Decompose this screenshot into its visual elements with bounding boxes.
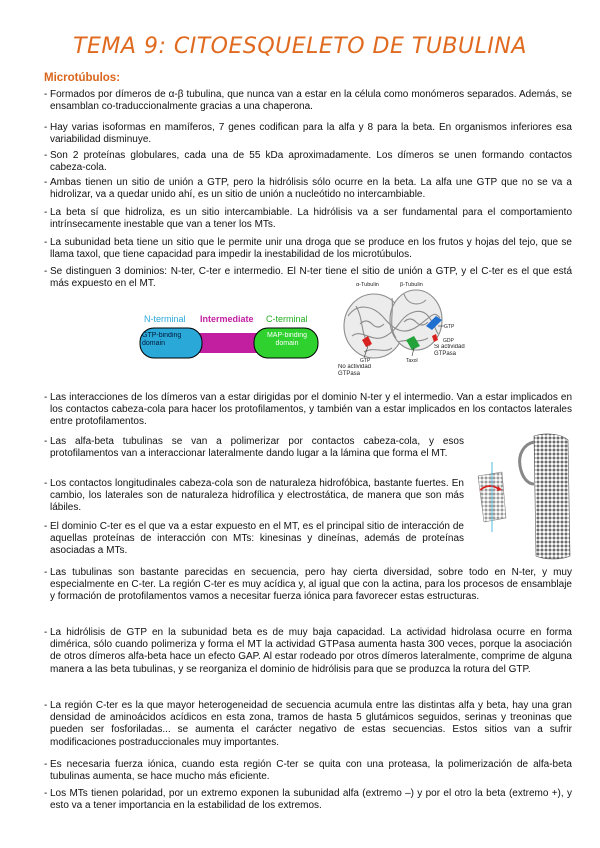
bullet-text: Hay varias isoformas en mamíferos, 7 genes codifican para la alfa y 8 para la beta. En organismos inferiores esa variabilidad disminuye.: [50, 122, 572, 146]
no-activity-text: [338, 364, 382, 384]
alpha-tubulin-label: α-Tubulin: [356, 282, 379, 288]
bullet-marker: -: [44, 266, 48, 277]
c-terminal-label: C-terminal: [266, 314, 308, 324]
bullet-item: [44, 237, 572, 261]
bullet-text: La beta sí que hidroliza, es un sitio intercambiable. La hidrólisis va a ser fundamental para el comportamiento intrínsecamente inestable que van a tener los MTs.: [50, 207, 572, 231]
domain-diagram: [136, 306, 326, 368]
bullet-marker: -: [44, 627, 48, 638]
bullet-item: [44, 89, 572, 113]
gtp-label-right: GTP: [444, 324, 455, 330]
bullet-item: [44, 266, 572, 290]
bullet-marker: -: [44, 436, 48, 447]
bullet-item: [44, 392, 572, 429]
bullet-marker: -: [44, 237, 48, 248]
bullet-item: [44, 150, 572, 174]
intermediate-label: Intermediate: [200, 314, 254, 324]
c-terminal-box-label: MAP-binding domain: [266, 332, 308, 347]
bullet-text: Las alfa-beta tubulinas se van a polimerizar por contactos cabeza-cola, y esos protofilamentos van a interaccionar lateralmente dando lugar a la lámina que forma el MT.: [50, 436, 464, 460]
bullet-text: Formados por dímeros de α-β tubulina, que nunca van a estar en la célula como monómeros separados. Además, se ensamblan co-traduccionalmente gracias a una chaperona.: [50, 89, 572, 113]
bullet-marker: -: [44, 150, 48, 161]
bullet-item: [44, 177, 572, 201]
intermediate-domain-bar: [194, 333, 262, 353]
bullet-marker: -: [44, 89, 48, 100]
bullet-text: Las interacciones de los dímeros van a estar dirigidas por el dominio N-ter y el intermedio. Van a estar implicados en los contactos cabeza-cola para hacer los protofilamentos, y también van a estar implicados en los contactos laterales entre protofilamentos.: [50, 392, 572, 428]
bullet-text: La subunidad beta tiene un sitio que le permite unir una droga que se produce en los frutos y hojas del tejo, que se llama taxol, que tiene capacidad para impedir la inestabilidad de los microtúbulos.: [50, 237, 572, 261]
bullet-text: El dominio C-ter es el que va a estar expuesto en el MT, es el principal sitio de interacción de aquellas proteínas de interacción con MTs: kinesinas y dineínas, además de proteínas asociadas a MTs.: [50, 521, 464, 557]
bullet-marker: -: [44, 177, 48, 188]
bullet-text: Los MTs tienen polaridad, por un extremo exponen la subunidad alfa (extremo –) y por el otro la beta (extremo +), y esto va a tener importancia en la estabilidad de los extremos.: [50, 788, 572, 812]
n-terminal-box-text: [142, 332, 200, 356]
gtp-label-bottom: GTP: [360, 358, 371, 364]
bullet-text: Se distinguen 3 dominios: N-ter, C-ter e intermedio. El N-ter tiene el sitio de unión a GTP, y el C-ter es el que está más expuesto en el MT.: [50, 266, 572, 290]
activity-text: [434, 344, 480, 364]
bullet-marker: -: [44, 122, 48, 133]
bullet-marker: -: [44, 759, 48, 770]
bullet-marker: -: [44, 788, 48, 799]
bullet-text: La hidrólisis de GTP en la subunidad beta es de muy baja capacidad. La actividad hidrolasa ocurre en forma dimérica, sólo cuando polimeriza y forma el MT la actividad GTPasa aumenta hasta 300 veces, porque la asociación de otros dímeros alfa-beta hace un efecto GAP. Al estar rodeado por otros dímeros lateralmente, comprime de alguna manera a las beta tubulinas, y se reorganiza el dominio de hidrólisis para que se produzca la rotura del GTP.: [50, 627, 572, 675]
bullet-text: La región C-ter es la que mayor heterogeneidad de secuencia acumula entre las distintas alfa y beta, hay una gran densidad de aminoácidos acídicos en esta zona, tramos de hasta 5 glutámicos seguidos, serinas y treoninas que pueden ser fosforiladas... se aumenta el carácter negativo de estas secuencias. Estos sitios van a sufrir modificaciones postraduccionales muy importantes.: [50, 700, 572, 748]
bullet-marker: -: [44, 567, 48, 578]
protein-ribbon: [344, 290, 442, 358]
bullet-marker: -: [44, 521, 48, 532]
bullet-text: Es necesaria fuerza iónica, cuando esta región C-ter se quita con una proteasa, la polimerización de alfa-beta tubulinas aumenta, se hace mucho más eficiente.: [50, 759, 572, 783]
tubulin-structure-figure: [334, 276, 484, 386]
section-heading: Microtúbulos:: [44, 72, 121, 84]
bullet-marker: -: [44, 700, 48, 711]
microtubule-tube: [534, 434, 570, 559]
n-terminal-label: N-terminal: [144, 314, 186, 324]
taxol-label: Taxol: [406, 358, 418, 364]
microtubule-tip-curl: [520, 442, 534, 484]
gdp-label: GDP: [443, 338, 454, 344]
bullet-item: [44, 478, 464, 515]
beta-tubulin-label: β-Tubulin: [400, 282, 423, 288]
page-title: TEMA 9: CITOESQUELETO DE TUBULINA: [73, 34, 527, 59]
bullet-text: Ambas tienen un sitio de unión a GTP, pero la hidrólisis sólo ocurre en la beta. La alfa une GTP que no se va a hidrolizar, va a quedar unido ahí, es un sitio de unión a nucleótido no intercambiable.: [50, 177, 572, 201]
bullet-item: [44, 207, 572, 231]
bullet-item: [44, 627, 572, 676]
bullet-item: [44, 521, 464, 558]
c-terminal-box-text: [260, 332, 314, 356]
bullet-item: [44, 122, 572, 146]
bullet-item: [44, 759, 572, 783]
bullet-marker: -: [44, 207, 48, 218]
no-activity-label: No actividad GTPasa: [338, 364, 372, 377]
bullet-text: Las tubulinas son bastante parecidas en secuencia, pero hay cierta diversidad, sobre todo en N-ter, y muy especialmente en C-ter. La región C-ter es muy acídica y, al igual que con la actina, para los procesos de ensamblaje y formación de protofilamentos vamos a necesitar fuerza iónica para favorecer estas estructuras.: [50, 567, 572, 603]
bullet-marker: -: [44, 392, 48, 403]
bullet-text: Son 2 proteínas globulares, cada una de 55 kDa aproximadamente. Los dímeros se unen formando contactos cabeza-cola.: [50, 150, 572, 174]
bullet-item: [44, 436, 464, 460]
n-terminal-box-label: GTP-binding domain: [142, 332, 182, 347]
activity-label: Si actividad GTPasa: [434, 344, 465, 357]
bullet-item: [44, 567, 572, 604]
bullet-marker: -: [44, 478, 48, 489]
bullet-text: Los contactos longitudinales cabeza-cola son de naturaleza hidrofóbica, bastante fuertes. En cambio, los laterales son de naturaleza hidrofílica y electrostática, de manera que son más lábiles.: [50, 478, 464, 514]
microtubule-illustration: [472, 432, 576, 562]
bullet-item: [44, 700, 572, 749]
bullet-item: [44, 788, 572, 812]
